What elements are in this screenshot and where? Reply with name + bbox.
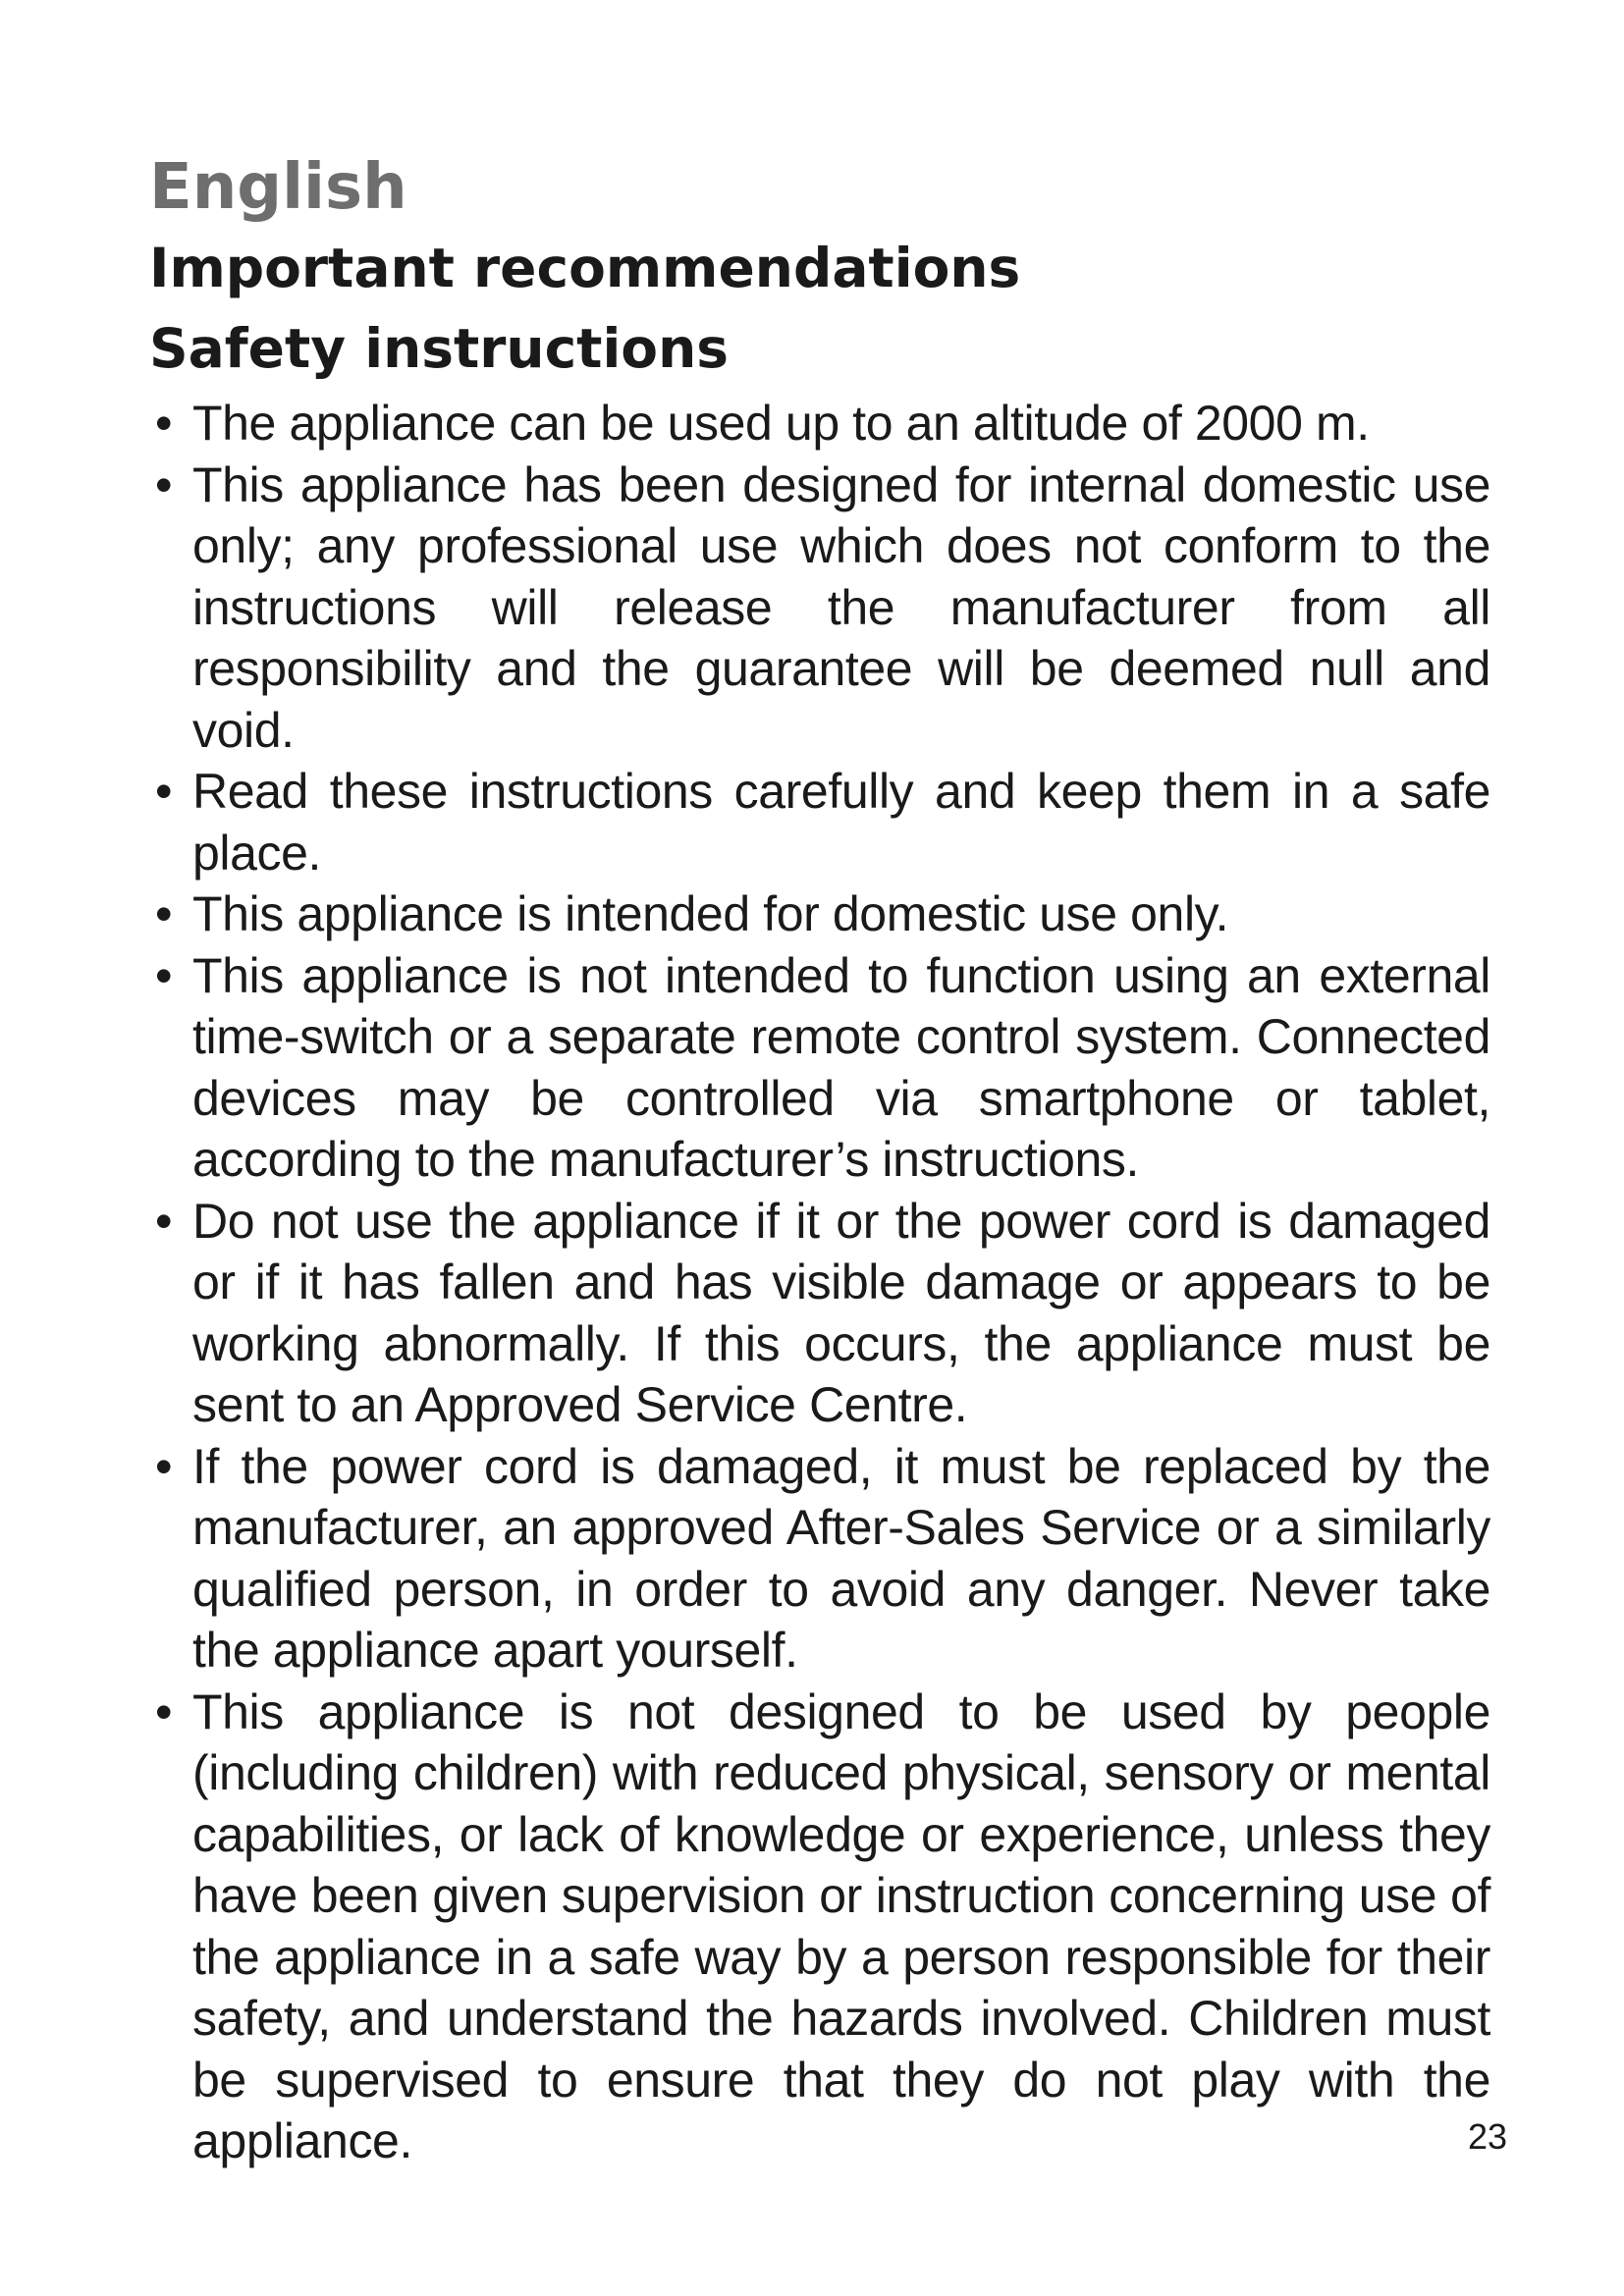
bullet-icon: • xyxy=(155,1683,173,1739)
list-item xyxy=(149,1682,1490,2172)
list-item xyxy=(149,393,1490,454)
page-content xyxy=(149,147,1490,2172)
list-item xyxy=(149,945,1490,1191)
bullet-icon: • xyxy=(155,764,173,819)
list-item xyxy=(149,761,1490,883)
list-item-text: This appliance is not designed to be used by people (including children) with reduced physical, sensory or mental capabilities, or lack of knowledge or experience, unless they have been given supervision or instruction concerning use of the appliance in a safe way by a person responsible for their safety, and understand the hazards involved. Children must be supervised to ensure that they do not play with the appliance. xyxy=(192,1683,1490,2168)
section-heading: Important recommendations xyxy=(149,237,1021,299)
bullet-icon: • xyxy=(155,456,173,512)
list-item xyxy=(149,1436,1490,1682)
bullet-icon: • xyxy=(155,947,173,1003)
list-item-text: If the power cord is damaged, it must be replaced by the manufacturer, an approved After-Sales Service or a similarly qualified person, in order to avoid any danger. Never take the appliance apart yourself. xyxy=(192,1438,1490,1678)
page-number: 23 xyxy=(1468,2116,1508,2157)
bullet-icon: • xyxy=(155,886,173,941)
list-item-text: This appliance has been designed for internal domestic use only; any professional use which does not conform to the instructions will release the manufacturer from all responsibility and the guarantee will be deemed null and void. xyxy=(192,456,1490,758)
bullet-icon: • xyxy=(155,1438,173,1494)
list-item xyxy=(149,454,1490,762)
list-item-text: Do not use the appliance if it or the power cord is damaged or if it has fallen and has visible damage or appears to be working abnormally. If this occurs, the appliance must be sent to an Approved Service Centre. xyxy=(192,1193,1490,1432)
safety-instructions-list xyxy=(149,393,1490,2172)
list-item-text: Read these instructions carefully and keep them in a safe place. xyxy=(192,764,1490,881)
list-item-text: This appliance is not intended to function using an external time-switch or a separate remote control system. Connected devices may be controlled via smartphone or tablet, according to the manufacturer’s instructions. xyxy=(192,947,1490,1187)
list-item-text: The appliance can be used up to an altitude of 2000 m. xyxy=(192,396,1370,451)
list-item xyxy=(149,1191,1490,1436)
language-title: English xyxy=(149,151,407,224)
list-item xyxy=(149,883,1490,945)
bullet-icon: • xyxy=(155,396,173,451)
list-item-text: This appliance is intended for domestic use only. xyxy=(192,886,1229,941)
bullet-icon: • xyxy=(155,1193,173,1249)
section-subheading: Safety instructions xyxy=(149,317,729,380)
